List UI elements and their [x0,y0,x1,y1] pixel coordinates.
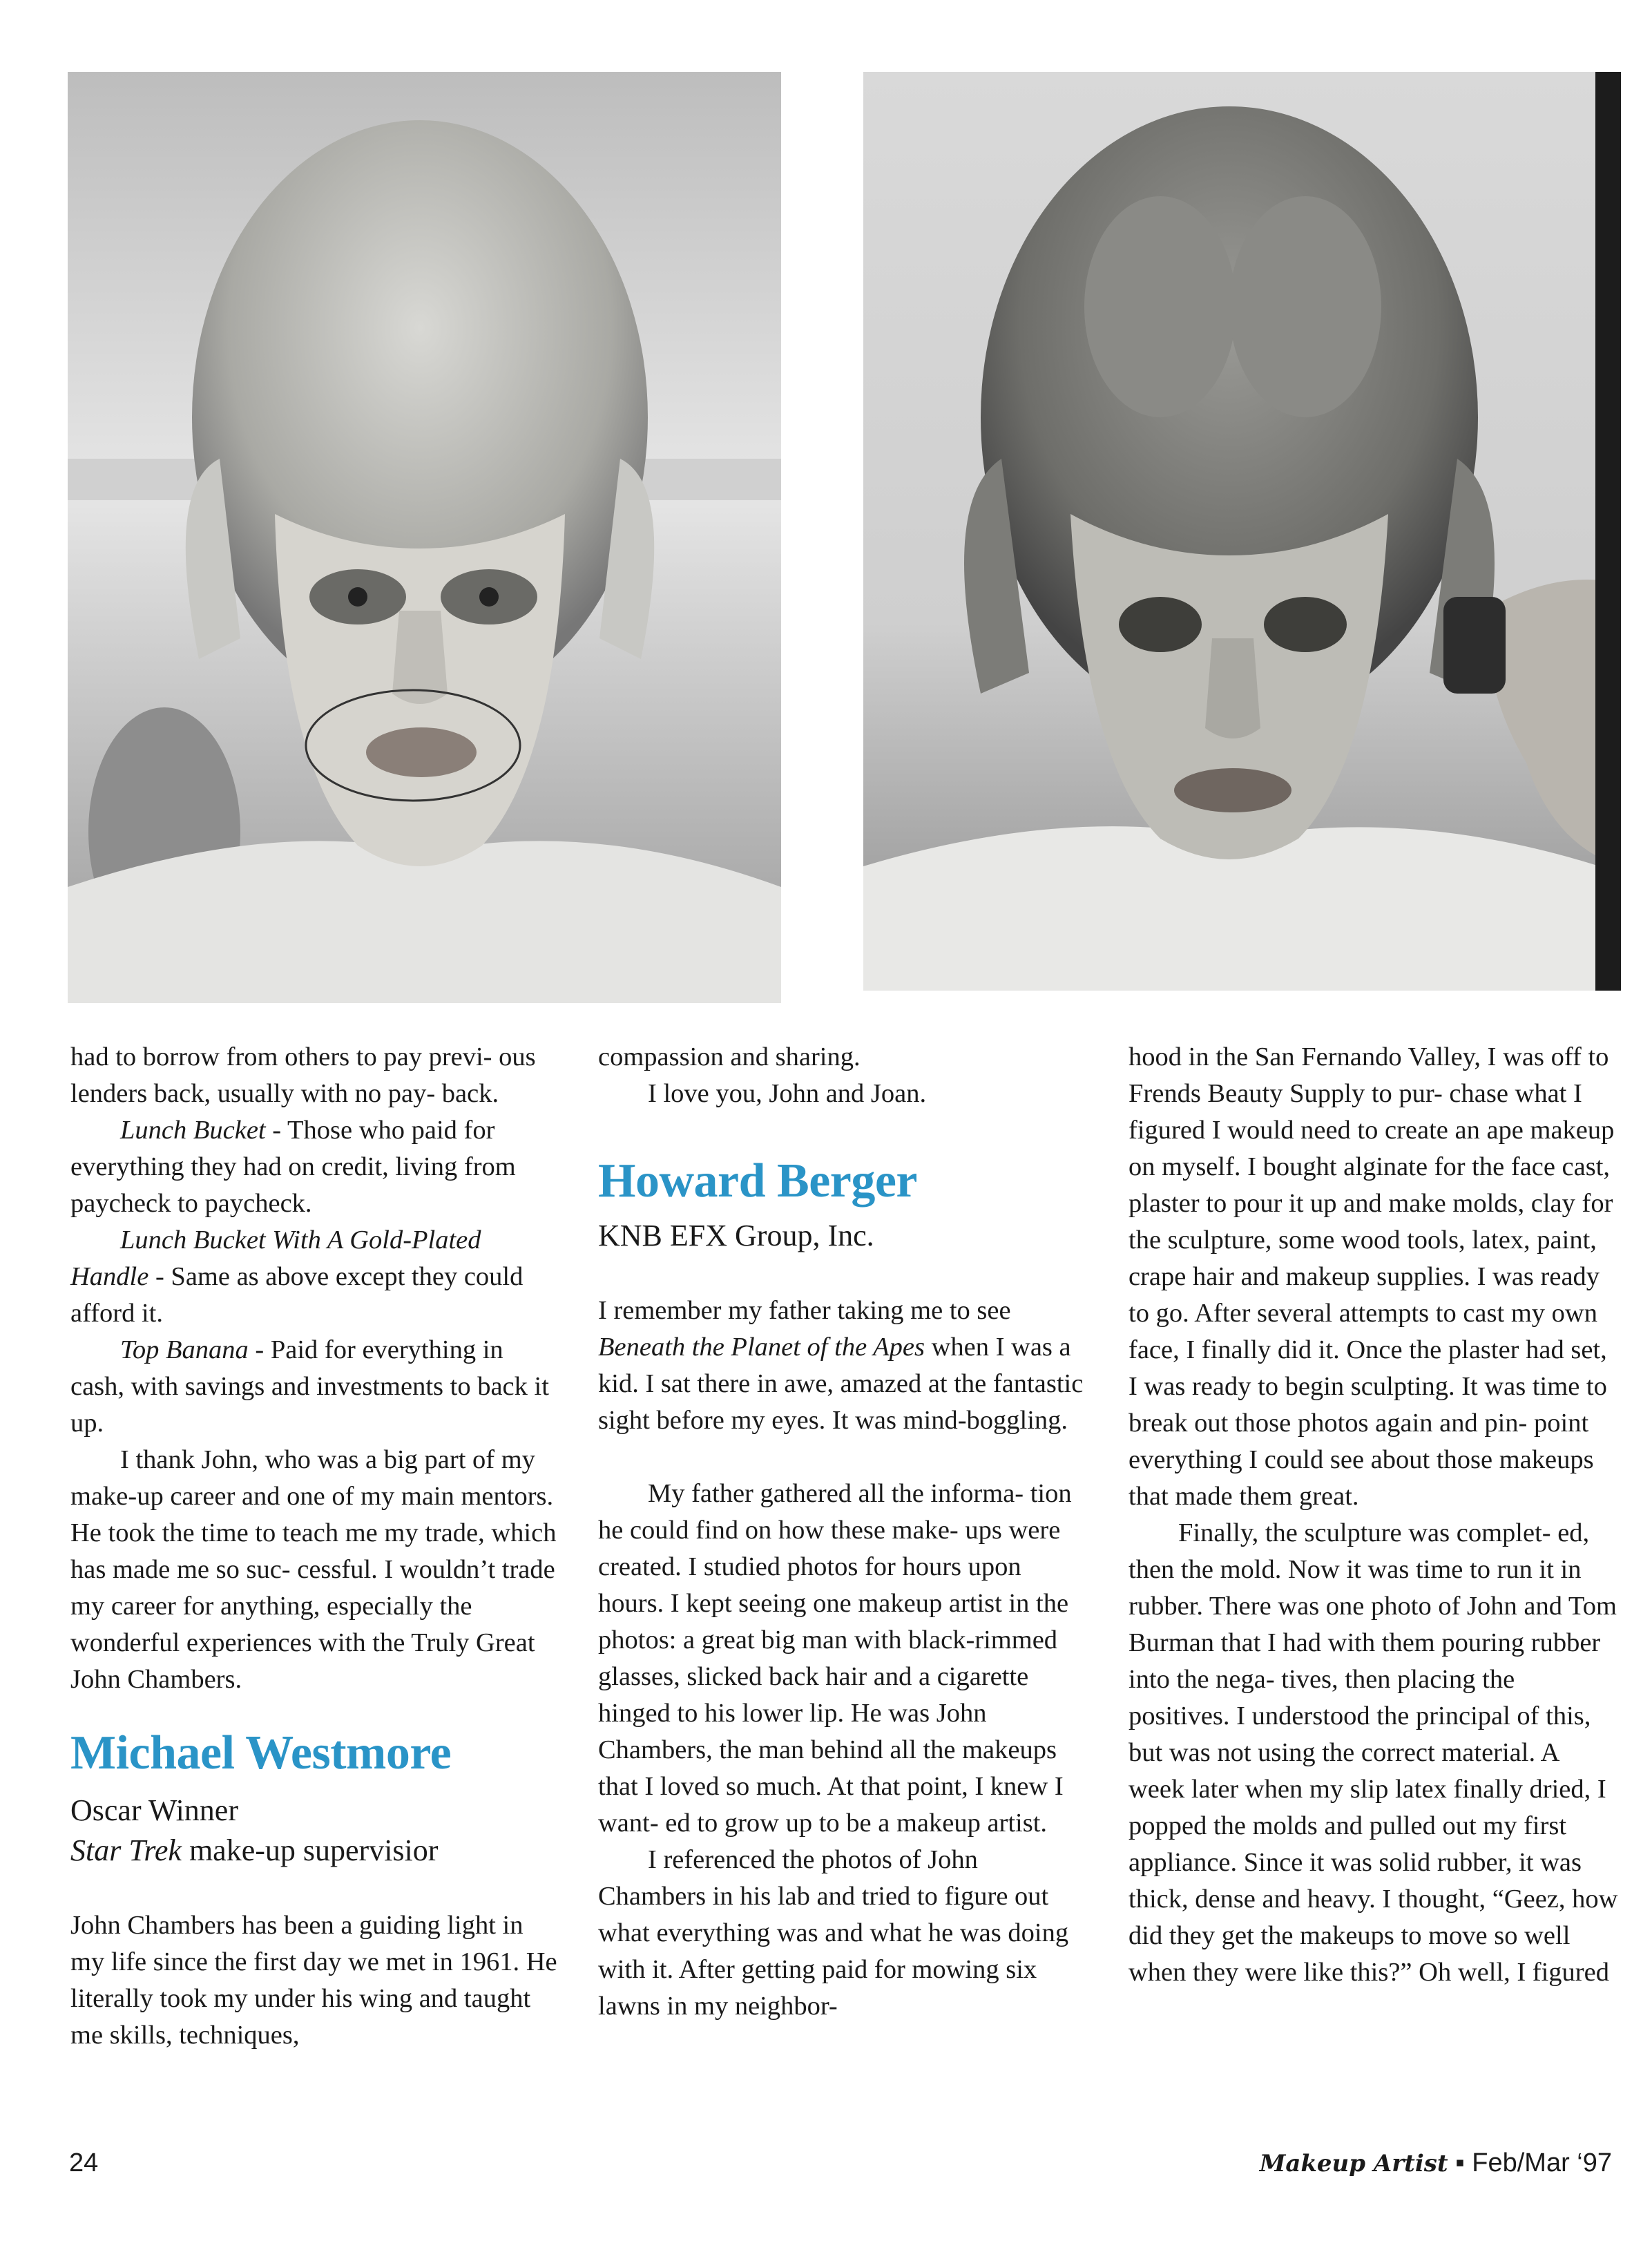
page-number: 24 [69,2148,99,2177]
issue-date: Feb/Mar ‘97 [1472,2148,1612,2177]
paragraph: My father gathered all the informa- tion he could find on how these make- ups were created. I studied photos for hours upon hours. I kept seeing one makeup artist in the photos: a great big man with black-rimmed glasses, slicked back hair and a cigarette hinged to his lower lip. He was John Chambers, the man behind all the makeups that I loved so much. At that point, I knew I want- ed to grow up to be a makeup artist. [598,1479,1072,1838]
article-column-2 [598,1039,1090,2025]
section-heading-michael-westmore: Michael Westmore [70,1726,452,1780]
show-title: Star Trek [70,1833,182,1867]
subtitle [70,1831,562,1871]
paragraph [70,1222,562,1332]
paragraph: had to borrow from others to pay previ- ous lenders back, usually with no pay- back. [70,1042,536,1108]
alien-head-illustration-right [863,72,1621,991]
subtitle-text: make-up supervisior [181,1833,439,1867]
term-text: - Paid for everything in cash, with savings and investments to back it up. [70,1335,549,1438]
paragraph [598,1293,1090,1439]
text: when I was a kid. I sat there in awe, amazed at the fantastic sight before my eyes. It was mind-boggling. [598,1333,1084,1435]
subtitle: Oscar Winner [70,1793,238,1827]
text: I remember my father taking me to see [598,1296,1011,1325]
paragraph [70,1112,562,1222]
magazine-logo: Makeup Artist [1259,2150,1448,2177]
term-italic: Lunch Bucket [120,1116,266,1145]
footer-publication [1260,2148,1612,2178]
alien-makeup-photo-left [68,72,781,1003]
term-text: - Same as above except they could afford it. [70,1262,524,1328]
article-column-3 [1128,1039,1620,1991]
subtitle: KNB EFX Group, Inc. [598,1219,874,1252]
term-italic: Top Banana [120,1335,249,1364]
term-italic: Lunch Bucket With A Gold-Plated Handle [70,1226,481,1291]
section-heading-howard-berger: Howard Berger [598,1154,917,1208]
separator: ▪ [1455,2148,1465,2177]
alien-makeup-photo-right [863,72,1621,991]
paragraph: compassion and sharing. [598,1042,861,1071]
article-column-1 [70,1039,562,2054]
alien-head-illustration-left [68,72,781,1003]
paragraph: hood in the San Fernando Valley, I was off to Frends Beauty Supply to pur- chase what I figured I would need to create an ape makeup on myself. I bought alginate for the face cast, plaster to pour it up and make molds, clay for the sculpture, some wood tools, latex, paint, crape hair and makeup supplies. I was ready to go. After several attempts to cast my own face, I finally did it. Once the plaster had set, I was ready to begin sculpting. It was time to break out those photos again and pin- point everything I could see about those makeups that made them great. [1128,1042,1615,1511]
film-title: Beneath the Planet of the Apes [598,1333,925,1362]
paragraph: John Chambers has been a guiding light in my life since the first day we met in 1961. He literally took my under his wing and taught me skills, techniques, [70,1911,557,2050]
term-text: - Those who paid for everything they had on credit, living from paycheck to paycheck. [70,1116,516,1218]
paragraph: I love you, John and Joan. [648,1079,927,1108]
paragraph [70,1332,562,1442]
paragraph: Finally, the sculpture was complet- ed, then the mold. Now it was time to run it in rubber. There was one photo of John and Tom Burman that I had with them pouring rubber into the nega- tives, then placing the positives. I understood the principal of this, but was not using the correct material. A week later when my slip latex finally dried, I popped the molds and pulled out my first appliance. Since it was solid rubber, it was thick, dense and heavy. I thought, “Geez, how did they get the makeups to move so well when they were like this?” Oh well, I figured [1128,1518,1618,1987]
paragraph: I thank John, who was a big part of my make-up career and one of my main mentors. He took the time to teach me my trade, which has made me so suc- cessful. I wouldn’t trade my career for anything, especially the wonderful experiences with the Truly Great John Chambers. [70,1445,557,1694]
paragraph: I referenced the photos of John Chambers in his lab and tried to figure out what everything was and what he was doing with it. After getting paid for mowing six lawns in my neighbor- [598,1845,1069,2021]
